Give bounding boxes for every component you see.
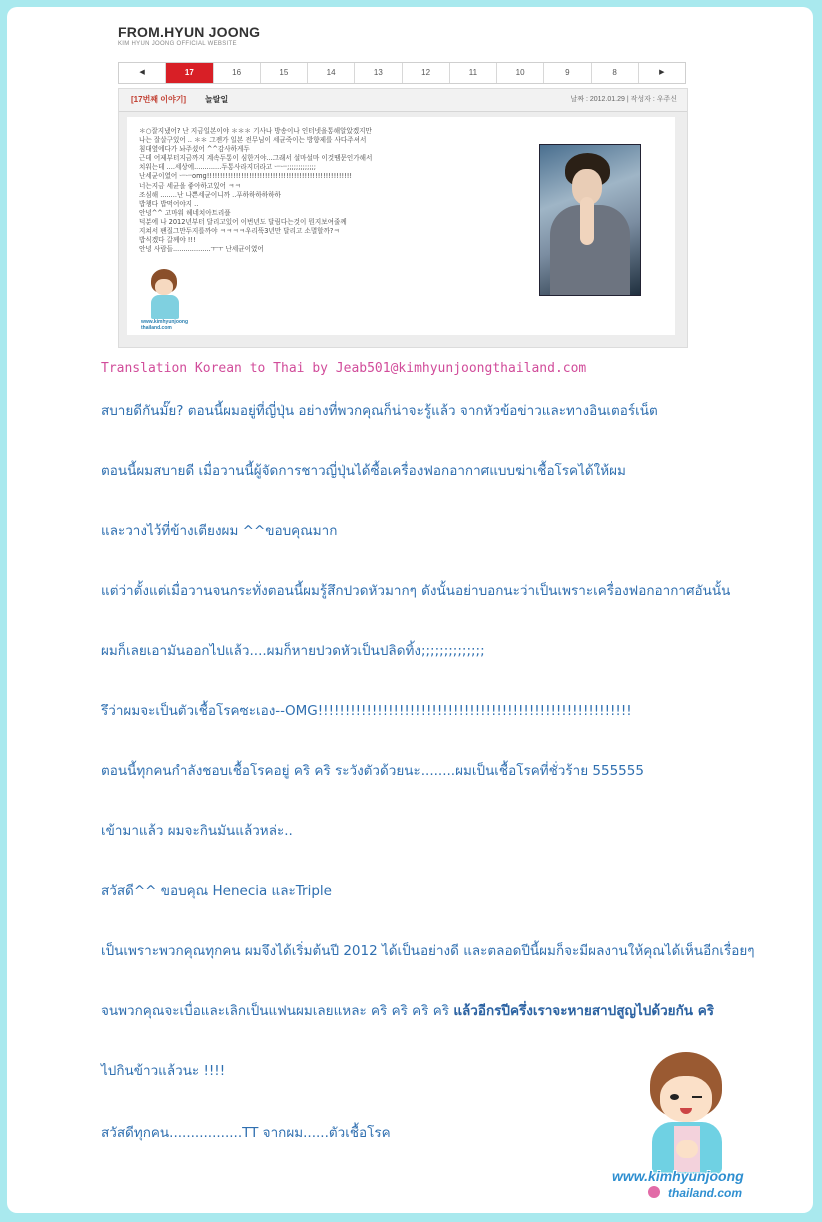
small-watermark-line2: thailand.com [141,325,172,331]
site-subtitle: KIM HYUN JOONG OFFICIAL WEBSITE [118,41,237,47]
post-line: 침대옆에다가 놔주셨어 ^^감사하게두 [139,145,250,154]
post-meta: 날짜 : 2012.01.29 | 작성자 : 우주신 [570,96,677,103]
translation-line: สวัสดีทุกคน.................TT จากผม......ตัวเชื้อโรค [101,1125,391,1141]
post-line: 안녕 사람들..................ㅜㅜ 난세균이였어 [139,245,264,254]
translation-line: รึว่าผมจะเป็นตัวเชื้อโรคซะเอง--OMG!!!!!!!!!!!!!!!!!!!!!!!!!!!!!!!!!!!!!!!!!!!!!!!!!!!!!!!!!! [101,703,632,719]
post-text [139,127,469,254]
post-tag: [17번째 이야기] [131,95,187,104]
mascot-sticker [612,1048,787,1206]
small-watermark-line1: www.kimhyunjoong [141,319,189,325]
translation-line: ผมก็เลยเอามันออกไปแล้ว....ผมก็หายปวดหัวเป็นปลิดทิ้ง;;;;;;;;;;;;;; [101,643,485,659]
translation-line: แต่ว่าตั้งแต่เมื่อวานจนกระทั่งตอนนี้ผมรู้สึกปวดหัวมากๆ ดังนั้นอย่าบอกนะว่าเป็นเพราะเครื่องฟอกอากาศอันนั้น [101,583,731,599]
small-watermark [141,319,188,331]
post-line: ＊○잘지냈어? 난 지금일본이야 ＊＊＊ 기사나 방송이나 인터넷을통해알았겠지만 [139,127,372,135]
post-line: 지쳐서 팬질그만두지를까야 ㅋㅋㅋㅋ우리뚝3년만 달리고 소멸할까?ㅋ [139,227,340,236]
page-13[interactable]: 13 [355,63,402,83]
post-line: 덕분에 나 2012년부터 달리고있어 이번년도 달림다는것이 뭔지보여줄께 [139,217,347,226]
page-10[interactable]: 10 [497,63,544,83]
translation-line-start: จนพวกคุณจะเบื่อและเลิกเป็นแฟนผมเลยแหละ คริ คริ คริ คริ [101,1003,450,1019]
post-line: 너는지금 세균을 좋아하고있어 ㅋㅋ [139,181,241,190]
page-12[interactable]: 12 [403,63,450,83]
translation-credit: Translation Korean to Thai by Jeab501@kimhyunjoongthailand.com [101,361,587,376]
translation-line: และวางไว้ที่ข้างเตียงผม ^^ขอบคุณมาก [101,523,338,539]
watermark-line2: thailand.com [668,1186,743,1200]
artist-photo [539,144,641,296]
post-line: 안녕^^ 고마워 헤네치아트리플 [139,208,231,217]
post-line: 근데 어제부터지금까지 계속두통이 심한거야...그래서 설마설마 이것땜문인가해서 [139,154,373,163]
page-11[interactable]: 11 [450,63,497,83]
post-line: 나는 잘살구있어 .. ＊＊ 그젠가 일본 전무님이 세균죽이는 방향제를 사다주셔서 [139,136,367,145]
translation-line: สวัสดี^^ ขอบคุณ Henecia และTriple [101,883,332,899]
skull-icon [648,1186,660,1198]
post-body [127,117,675,335]
post-panel [118,88,688,348]
page-8[interactable]: 8 [592,63,639,83]
post-header [119,89,687,112]
page-9[interactable]: 9 [544,63,591,83]
page-15[interactable]: 15 [261,63,308,83]
translation-line: สบายดีกันมั๊ย? ตอนนี้ผมอยู่ที่ญี่ปุ่น อย่างที่พวกคุณก็น่าจะรู้แล้ว จากหัวข้อข่าวและทางอินเตอร์เน็ต [101,403,658,419]
translation-line: ไปกินข้าวแล้วนะ !!!! [101,1063,226,1079]
watermark-line1: www.kimhyunjoong [612,1168,744,1184]
page-17[interactable]: 17 [166,63,213,83]
page-14[interactable]: 14 [308,63,355,83]
post-line: 난세균이였어 ㅡㅡomg!!!!!!!!!!!!!!!!!!!!!!!!!!!!!!!!!!!!!!!!!!!!!!!!!!!!!!! [139,172,353,181]
right-arrow-icon[interactable]: ▶ [659,69,665,76]
translation-line: เข้ามาแล้ว ผมจะกินมันแล้วหล่ะ.. [101,823,293,839]
pagination [118,62,686,84]
translation-line-bold-tail: แล้วอีกรปีครึ่งเราจะหายสาปสูญไปด้วยกัน คริ [453,1003,714,1019]
post-line: 밥챙다 밥먹어야지 .. [139,199,199,208]
translation-line: เป็นเพราะพวกคุณทุกคน ผมจึงได้เริ่มต้นปี 2012 ได้เป็นอย่างดี และตลอดปีนี้ผมก็จะมีผลงานให้คุณได้เห็นอีกเรื่อยๆ [101,943,755,959]
site-title: FROM.HYUN JOONG [118,24,261,40]
translation-line: ตอนนี้ทุกคนกำลังชอบเชื้อโรคอยู่ คริ คริ ระวังตัวด้วยนะ........ผมเป็นเชื้อโรคที่ชั่วร้าย 555555 [101,763,644,779]
post-line: 밥식겠다 갈께야 !!! [139,236,196,245]
translation-line [101,999,714,1021]
embedded-website-screenshot [118,24,686,331]
post-line: 치워는데 ....세상에.............두통사라지더라고 ㅡㅡ;;;;;;;;;;;;; [139,163,316,172]
translation-line: ตอนนี้ผมสบายดี เมื่อวานนี้ผู้จัดการชาวญี่ปุ่นได้ซื้อเครื่องฟอกอากาศแบบฆ่าเชื้อโรคได้ให้ผม [101,463,626,479]
page-16[interactable]: 16 [214,63,261,83]
left-arrow-icon[interactable]: ◀ [119,63,166,83]
post-line: 조심해 ........난 나쁜세균이니까 ..푸하하하하하하 [139,190,281,199]
post-heading: 놀랄일 [205,95,229,104]
small-mascot-sticker [141,267,221,331]
